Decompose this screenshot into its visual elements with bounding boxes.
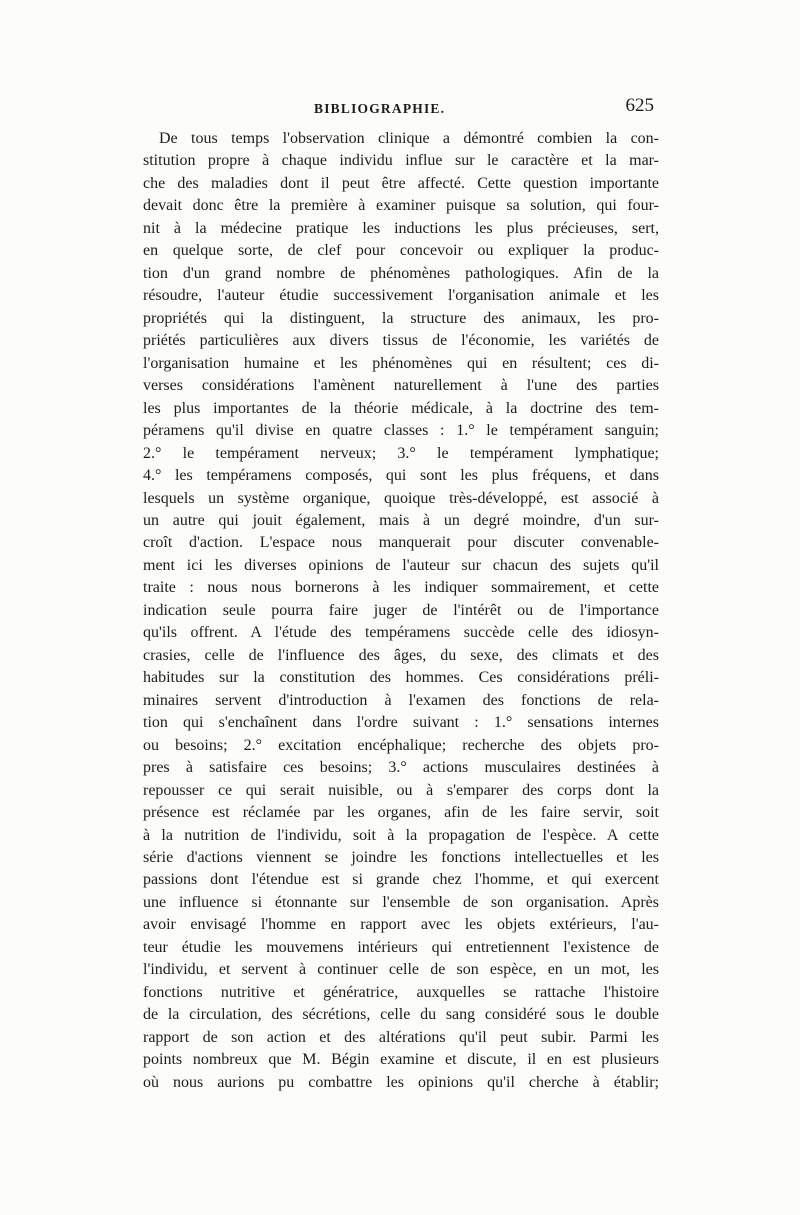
text-line: verses considérations l'amènent naturellement à l'une des parties [143, 377, 659, 395]
text-line: minaires servent d'introduction à l'examen des fonctions de rela- [143, 691, 659, 709]
text-line: fonctions nutritive et génératrice, auxquelles se rattache l'histoire [143, 983, 659, 1001]
text-line: résoudre, l'auteur étudie successivement l'organisation animale et les [143, 287, 659, 305]
running-title: BIBLIOGRAPHIE. [314, 101, 446, 116]
page-number: 625 [625, 95, 654, 116]
text-line: passions dont l'étendue est si grande chez l'homme, et qui exercent [143, 871, 659, 889]
text-line: péramens qu'il divise en quatre classes : 1.° le tempérament sanguin; [143, 422, 659, 440]
text-line: propriétés qui la distinguent, la structure des animaux, les pro- [143, 309, 659, 327]
text-line: teur étudie les mouvemens intérieurs qui entretiennent l'existence de [143, 938, 659, 956]
text-line: un autre qui jouit également, mais à un degré moindre, d'un sur- [143, 511, 659, 529]
text-line: l'individu, et servent à continuer celle de son espèce, en un mot, les [143, 961, 659, 979]
text-line: rapport de son action et des altérations qu'il peut subir. Parmi les [143, 1028, 659, 1046]
text-line: croît d'action. L'espace nous manquerait pour discuter convenable- [143, 534, 659, 552]
text-line: ou besoins; 2.° excitation encéphalique; recherche des objets pro- [143, 736, 659, 754]
text-line: devait donc être la première à examiner puisque sa solution, qui four- [143, 197, 659, 215]
text-line: de la circulation, des sécrétions, celle du sang considéré sous le double [143, 1006, 659, 1024]
text-line: présence est réclamée par les organes, afin de les faire servir, soit [143, 804, 659, 822]
text-line: 2.° le tempérament nerveux; 3.° le tempérament lymphatique; [143, 444, 659, 462]
text-line: stitution propre à chaque individu influe sur le caractère et la mar- [143, 152, 659, 170]
text-line: une influence si étonnante sur l'ensemble de son organisation. Après [143, 893, 659, 911]
text-line: priétés particulières aux divers tissus de l'économie, les variétés de [143, 332, 659, 350]
text-line: où nous aurions pu combattre les opinions qu'il cherche à établir; [143, 1073, 659, 1091]
text-line: tion d'un grand nombre de phénomènes pathologiques. Afin de la [143, 264, 659, 282]
text-line: qu'ils offrent. A l'étude des tempéramens succède celle des idiosyn- [143, 624, 659, 642]
text-line: nit à la médecine pratique les inductions les plus précieuses, sert, [143, 219, 659, 237]
text-line: repousser ce qui serait nuisible, ou à s'emparer des corps dont la [143, 781, 659, 799]
text-line: en quelque sorte, de clef pour concevoir ou expliquer la produc- [143, 242, 659, 260]
text-line: lesquels un système organique, quoique très-développé, est associé à [143, 489, 659, 507]
text-line: série d'actions viennent se joindre les fonctions intellectuelles et les [143, 849, 659, 866]
text-line: à la nutrition de l'individu, soit à la propagation de l'espèce. A cette [143, 826, 659, 844]
text-line: ment ici les diverses opinions de l'auteur sur chacun des sujets qu'il [143, 556, 659, 574]
text-line: avoir envisagé l'homme en rapport avec les objets extérieurs, l'au- [143, 916, 659, 934]
text-line: habitudes sur la constitution des hommes. Ces considérations préli- [143, 669, 659, 687]
text-line: tion qui s'enchaînent dans l'ordre suivant : 1.° sensations internes [143, 714, 659, 732]
text-line: indication seule pourra faire juger de l'intérêt ou de l'importance [143, 601, 659, 619]
text-line: che des maladies dont il peut être affecté. Cette question importante [143, 174, 659, 192]
text-line: 4.° les tempéramens composés, qui sont les plus fréquens, et dans [143, 467, 659, 485]
text-line: traite : nous nous bornerons à les indiquer sommairement, et cette [143, 579, 659, 597]
text-line: crasies, celle de l'influence des âges, du sexe, des climats et des [143, 646, 659, 664]
text-line: De tous temps l'observation clinique a démontré combien la con- [159, 130, 659, 147]
text-line: les plus importantes de la théorie médicale, à la doctrine des tem- [143, 399, 659, 417]
running-head [140, 95, 660, 121]
text-line: pres à satisfaire ces besoins; 3.° actions musculaires destinées à [143, 759, 659, 777]
body-paragraph [143, 128, 659, 1094]
text-line: l'organisation humaine et les phénomènes qui en résultent; ces di- [143, 354, 659, 372]
text-line: points nombreux que M. Bégin examine et discute, il en est plusieurs [143, 1051, 659, 1069]
